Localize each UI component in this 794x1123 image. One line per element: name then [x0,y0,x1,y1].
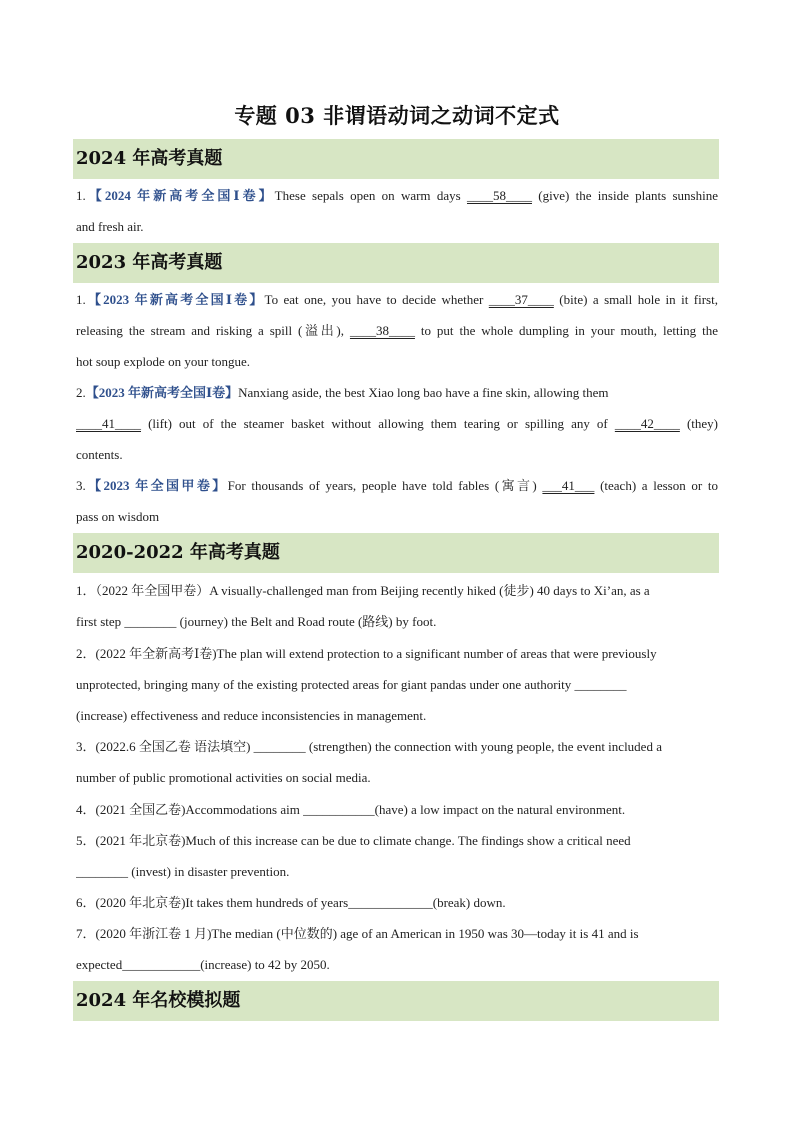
question-2023-3-line-2: pass on wisdom [76,509,160,524]
question-text: These sepals open on warm days [274,188,467,203]
question-2023-1-line-2 [76,315,718,346]
question-text: 6．(2020 年北京卷)It takes them hundreds of years [76,895,349,910]
question-number: 3. [76,478,86,493]
answer-blank[interactable]: ____________ [122,957,201,972]
question-2022-2-line-3: (increase) effectiveness and reduce inconsistencies in management. [76,708,427,723]
answer-blank[interactable]: ____58____ [466,188,532,203]
section-heading-2024: 2024 年高考真题 [73,139,719,179]
question-text: For thousands of years, people have told fables (寓言) [227,478,543,493]
section-heading-2020-2022: 2020-2022 年高考真题 [73,533,719,573]
question-source: 【2023 年新高考全国Ⅰ卷】 [85,292,265,307]
question-2023-3-line-1 [76,470,718,501]
question-text: (increase) to 42 by 2050. [200,957,330,972]
question-text: (lift) out of the steamer basket without allowing them tearing or spilling any of [141,416,615,431]
question-source: 【2023 年全国甲卷】 [85,478,228,493]
question-text: expected [76,957,123,972]
question-2022-3-line-1: 3．(2022.6 全国乙卷 语法填空) ________ (strengthen) the connection with young people, the event included a [76,739,662,754]
question-number: 2. [76,385,86,400]
answer-blank[interactable]: ____38____ [349,323,415,338]
answer-blank[interactable]: ___________ [303,802,375,817]
question-2023-1-line-3: hot soup explode on your tongue. [76,354,251,369]
question-text: (give) the inside plants sunshine [531,188,718,203]
page-title: 专题 03 非谓语动词之动词不定式 [234,103,560,128]
question-2024-1-line-1 [76,180,718,211]
question-2021-5-line-1: 5．(2021 年北京卷)Much of this increase can be due to climate change. The findings show a critical need [76,833,631,848]
question-text: releasing the stream and risking a spill (溢出), [76,323,350,338]
section-heading-2024-mock: 2024 年名校模拟题 [73,981,719,1021]
question-text: (they) [679,416,718,431]
question-text: (teach) a lesson or to [594,478,718,493]
question-2022-2-line-2: unprotected, bringing many of the existing protected areas for giant pandas under one authority ________ [76,677,627,692]
question-text: (bite) a small hole in it first, [553,292,718,307]
question-2023-1-line-1 [76,284,718,315]
question-text: to put the whole dumpling in your mouth, letting the [414,323,718,338]
question-2021-4-line-1 [76,794,718,825]
answer-blank[interactable]: ____37____ [488,292,554,307]
answer-blank[interactable]: ____41____ [76,416,141,431]
section-heading-2023: 2023 年高考真题 [73,243,719,283]
question-2022-1-line-2: first step ________ (journey) the Belt and Road route (路线) by foot. [76,614,437,629]
answer-blank[interactable]: ___41___ [542,478,595,493]
question-2023-2-line-2 [76,408,718,439]
question-text: (break) down. [432,895,506,910]
question-text: To eat one, you have to decide whether [264,292,489,307]
question-text: 4．(2021 全国乙卷)Accommodations aim [76,802,304,817]
question-2020-7-line-2 [76,949,718,980]
question-2023-2-line-1 [76,377,718,408]
question-2020-7-line-1: 7．(2020 年浙江卷 1 月)The median (中位数的) age of an American in 1950 was 30—today it is 41 and is [76,926,639,941]
question-source: 【2024 年新高考全国Ⅰ卷】 [85,188,275,203]
question-2020-6-line-1 [76,887,718,918]
question-2022-2-line-1: 2．(2022 年全新高考Ⅰ卷)The plan will extend protection to a significant number of areas that were previously [76,646,657,661]
answer-blank[interactable]: ____42____ [614,416,680,431]
answer-blank[interactable]: _____________ [348,895,433,910]
question-number: 1. [76,188,86,203]
question-2022-3-line-2: number of public promotional activities on social media. [76,770,371,785]
question-2023-2-line-3: contents. [76,447,123,462]
question-source: 【2023 年新高考全国Ⅰ卷】 [85,385,239,400]
question-2022-1-line-1: 1．（2022 年全国甲卷）A visually-challenged man from Beijing recently hiked (徒步) 40 days to Xi’an, as a [76,583,650,598]
question-2021-5-line-2: ________ (invest) in disaster prevention. [76,864,290,879]
question-text: (have) a low impact on the natural environment. [374,802,626,817]
question-number: 1. [76,292,86,307]
question-text: Nanxiang aside, the best Xiao long bao have a fine skin, allowing them [238,385,609,400]
question-2024-1-line-2: and fresh air. [76,219,144,234]
